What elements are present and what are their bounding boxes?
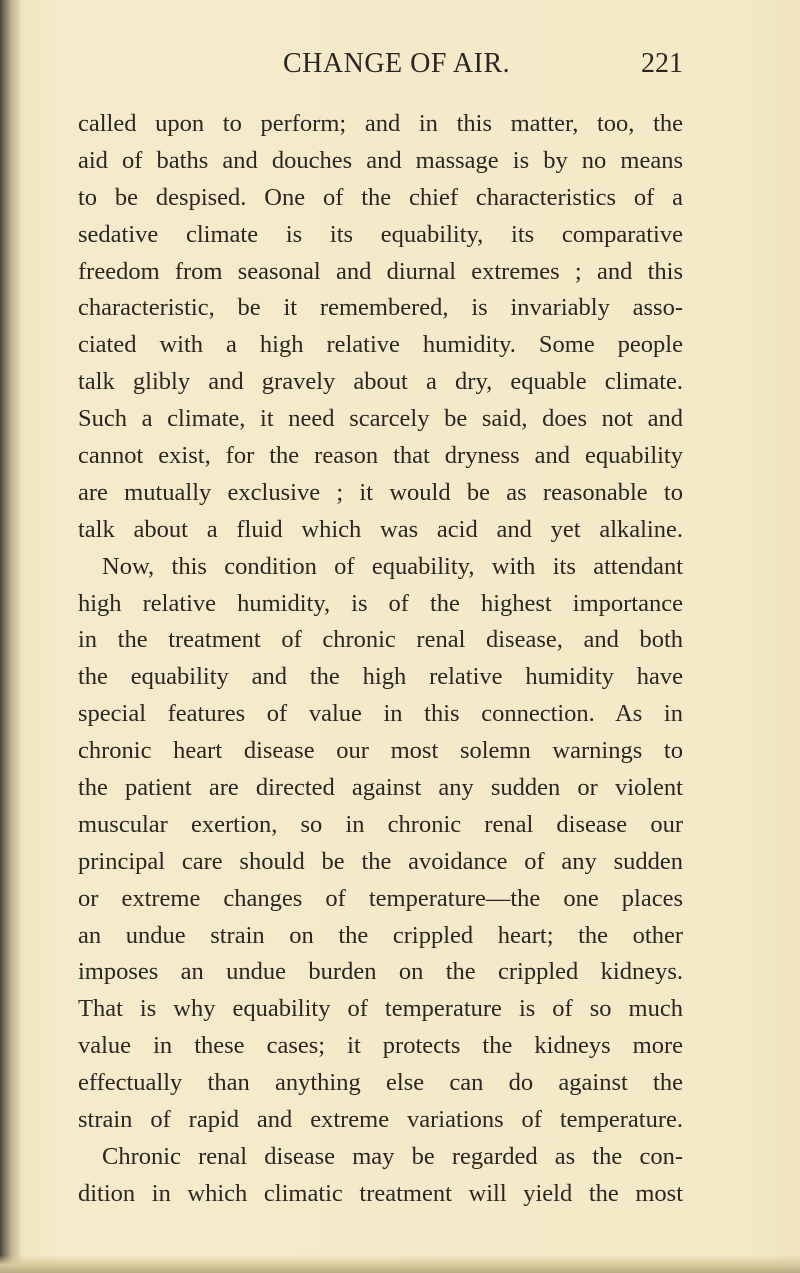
text-line: sedative climate is its equability, its comparative (78, 220, 683, 248)
text-line: talk about a fluid which was acid and yet alkaline. (78, 515, 683, 543)
text-line: are mutually exclusive ; it would be as reasonable to (78, 478, 683, 506)
text-line: called upon to perform; and in this matter, too, the (78, 110, 683, 137)
text-line: an undue strain on the crippled heart; the other (78, 921, 683, 949)
text-line: or extreme changes of temperature—the one places (78, 884, 683, 912)
text-line: That is why equability of temperature is of so much (78, 995, 683, 1023)
text-line: talk glibly and gravely about a dry, equable climate. (78, 368, 683, 396)
page-number: 221 (641, 48, 683, 79)
page-bottom-edge (0, 1255, 800, 1273)
text-line: ciated with a high relative humidity. Some people (78, 331, 683, 359)
page-header (78, 48, 683, 88)
text-line: Chronic renal disease may be regarded as the con- (102, 1142, 683, 1170)
text-line: freedom from seasonal and diurnal extremes ; and this (78, 257, 683, 285)
text-line: special features of value in this connection. As in (78, 700, 683, 728)
text-line: Now, this condition of equability, with its attendant (102, 552, 683, 580)
text-line: muscular exertion, so in chronic renal disease our (78, 810, 683, 838)
text-line: to be despised. One of the chief characteristics of a (78, 183, 683, 211)
text-line: the patient are directed against any sudden or violent (78, 774, 683, 802)
running-title: CHANGE OF AIR. (283, 48, 511, 79)
text-line: value in these cases; it protects the kidneys more (78, 1032, 683, 1060)
text-line: principal care should be the avoidance of any sudden (78, 847, 683, 875)
text-line: dition in which climatic treatment will yield the most (78, 1179, 683, 1207)
text-line: effectually than anything else can do against the (78, 1069, 683, 1097)
text-line: characteristic, be it remembered, is invariably asso- (78, 294, 683, 322)
text-line: Such a climate, it need scarcely be said, does not and (78, 405, 683, 433)
text-line: strain of rapid and extreme variations of temperature. (78, 1106, 683, 1134)
text-line: cannot exist, for the reason that dryness and equability (78, 442, 683, 470)
text-line: aid of baths and douches and massage is by no means (78, 146, 683, 174)
text-line: chronic heart disease our most solemn warnings to (78, 737, 683, 765)
text-line: the equability and the high relative humidity have (78, 663, 683, 691)
body-text (78, 106, 683, 1213)
text-line: imposes an undue burden on the crippled kidneys. (78, 958, 683, 986)
text-line: high relative humidity, is of the highest importance (78, 589, 683, 617)
text-line: in the treatment of chronic renal disease, and both (78, 626, 683, 654)
binding-edge (0, 0, 22, 1273)
